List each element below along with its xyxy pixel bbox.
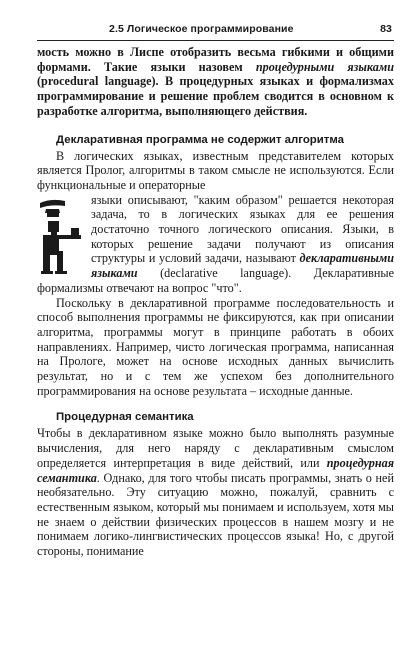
paragraph-procedural-semantics <box>37 426 394 558</box>
paragraph-declarative-languages <box>37 193 394 296</box>
margin-note-block <box>37 193 394 296</box>
paragraph-logic-languages: В логических языках, известным представителем которых является Пролог, алгоритмы в таком смысле не используются. Если функциональные и операторные <box>37 148 394 192</box>
intro-text-a: мость можно в Лиспе отобразить весьма гибкими и общими формами. Такие языки назовем <box>37 45 394 74</box>
heading-declarative: Декларативная программа не содержит алгоритма <box>56 133 344 146</box>
page-body <box>37 45 394 559</box>
intro-paragraph <box>37 45 394 119</box>
s2-text-b: . Однако, для того чтобы писать программы, знать о ней необязательно. Эту ситуацию можно, пожалуй, сравнить с естественным языком, который мы понимаем и используем, хотя мы не знаем о действии физических процессов в нашем мозгу и не понимаем логико-лингвистических процессов языка! Но, с другой стороны, понимание <box>37 470 394 559</box>
intro-text-b: (procedural language). В процедурных языках и формализмах программирование и решение проблем сводится в основном к разработке алгоритма, выполняющего действия. <box>37 74 394 118</box>
heading-procedural-semantics: Процедурная семантика <box>56 411 194 424</box>
p1-wrap-text-b: (declarative language). Декларативные формализмы отвечают на вопрос "что". <box>37 266 394 295</box>
term-declarative-languages: декларативными языками <box>91 251 394 281</box>
s2-text-a: Чтобы в декларативном языке можно было выполнять разумные вычисления, для него наряду с декларативным смыслом определяется интерпретация в виде действий, или <box>37 426 394 470</box>
term-procedural-languages: процедурными языками <box>255 59 394 74</box>
p1-wrap-text-a: языки описывают, "каким образом" решается некоторая задача, то в логических языках для ее решения достаточно точного логического описания. Языки, в которых решение задачи получают из описания структуры и условий задачи, называют <box>91 192 394 266</box>
paragraph-both-directions: Поскольку в декларативной программе последовательность и способ выполнения программы не фиксируются, как при описании алгоритма, программы могут в принципе работать в обоих направлениях. Например, чисто логическая программа, написанная на Прологе, может на основе исходных данных вычислить результат, но и с тем же успехом без дополнительного программирования на основе результата – исходные данные. <box>37 295 394 398</box>
person-at-desk-icon <box>37 195 85 281</box>
person-at-desk-icon-svg <box>37 195 85 281</box>
term-procedural-semantics: процедурная семантика <box>37 455 394 485</box>
section-title: 2.5 Логическое программирование <box>109 23 294 35</box>
page-number: 83 <box>380 23 392 35</box>
running-header <box>37 20 394 41</box>
